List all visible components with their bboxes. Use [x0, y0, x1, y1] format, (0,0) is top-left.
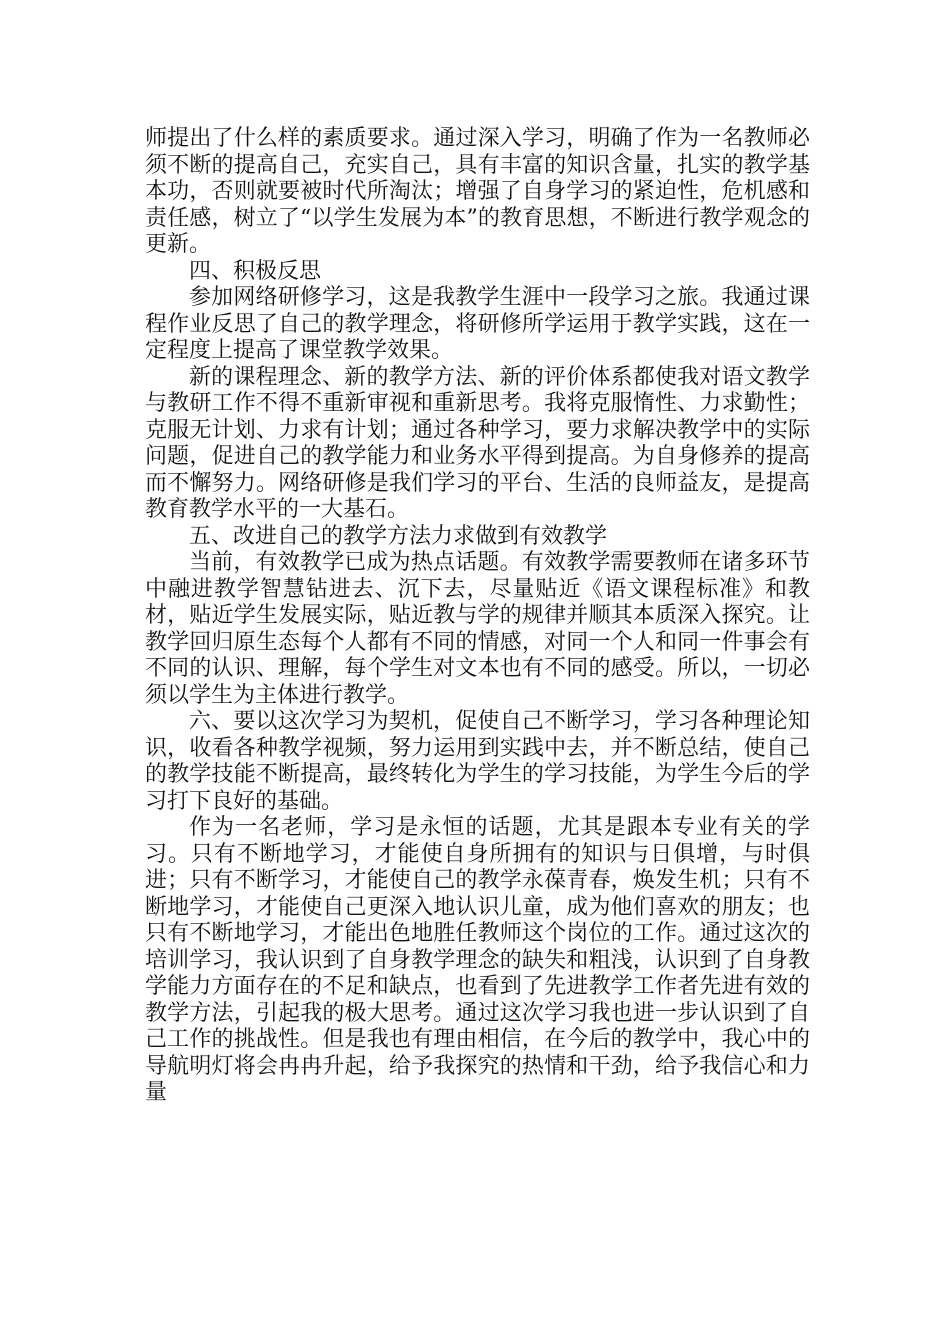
paragraph-continued: 师提出了什么样的素质要求。通过深入学习，明确了作为一名教师必须不断的提高自己，充实自己，具有丰富的知识含量，扎实的教学基本功，否则就要被时代所淘汰；增强了自身学习的紧迫性，危机感和责任感，树立了“以学生发展为本”的教育思想，不断进行教学观念的更新。: [145, 126, 810, 257]
paragraph-conclusion: 作为一名老师，学习是永恒的话题，尤其是跟本专业有关的学习。只有不断地学习，才能使自身所拥有的知识与日俱增，与时俱进；只有不断学习，才能使自己的教学永葆青春，焕发生机；只有不断地学习，才能使自己更深入地认识儿童，成为他们喜欢的朋友；也只有不断地学习，才能出色地胜任教师这个岗位的工作。通过这次的培训学习，我认识到了自身教学理念的缺失和粗浅，认识到了自身教学能力方面存在的不足和缺点，也看到了先进教学工作者先进有效的教学方法，引起我的极大思考。通过这次学习我也进一步认识到了自己工作的挑战性。但是我也有理由相信，在今后的教学中，我心中的导航明灯将会冉冉升起，给予我探究的热情和干劲，给予我信心和力量: [145, 815, 810, 1105]
paragraph-continuous-learning: 六、要以这次学习为契机，促使自己不断学习，学习各种理论知识，收看各种教学视频，努力运用到实践中去，并不断总结，使自己的教学技能不断提高，最终转化为学生的学习技能，为学生今后的学习打下良好的基础。: [145, 709, 810, 814]
paragraph-effective-teaching: 当前，有效教学已成为热点话题。有效教学需要教师在诸多环节中融进教学智慧钻进去、沉下去，尽量贴近《语文课程标准》和教材，贴近学生发展实际，贴近教与学的规律并顺其本质深入探究。让教学回归原生态每个人都有不同的情感，对同一个人和同一件事会有不同的认识、理解，每个学生对文本也有不同的感受。所以，一切必须以学生为主体进行教学。: [145, 550, 810, 708]
paragraph-online-study: 参加网络研修学习，这是我教学生涯中一段学习之旅。我通过课程作业反思了自己的教学理念，将研修所学运用于教学实践，这在一定程度上提高了课堂教学效果。: [145, 285, 810, 363]
section-heading-effective-teaching: 五、改进自己的教学方法力求做到有效教学: [189, 523, 608, 549]
document-body: [145, 126, 810, 1107]
paragraph-new-curriculum: 新的课程理念、新的教学方法、新的评价体系都使我对语文教学与教研工作不得不重新审视和重新思考。我将克服惰性、力求勤性；克服无计划、力求有计划；通过各种学习，要力求解决教学中的实际问题，促进自己的教学能力和业务水平得到提高。为自身修养的提高而不懈努力。网络研修是我们学习的平台、生活的良师益友，是提高教育教学水平的一大基石。: [145, 364, 810, 522]
section-heading-reflection: 四、积极反思: [189, 258, 322, 284]
